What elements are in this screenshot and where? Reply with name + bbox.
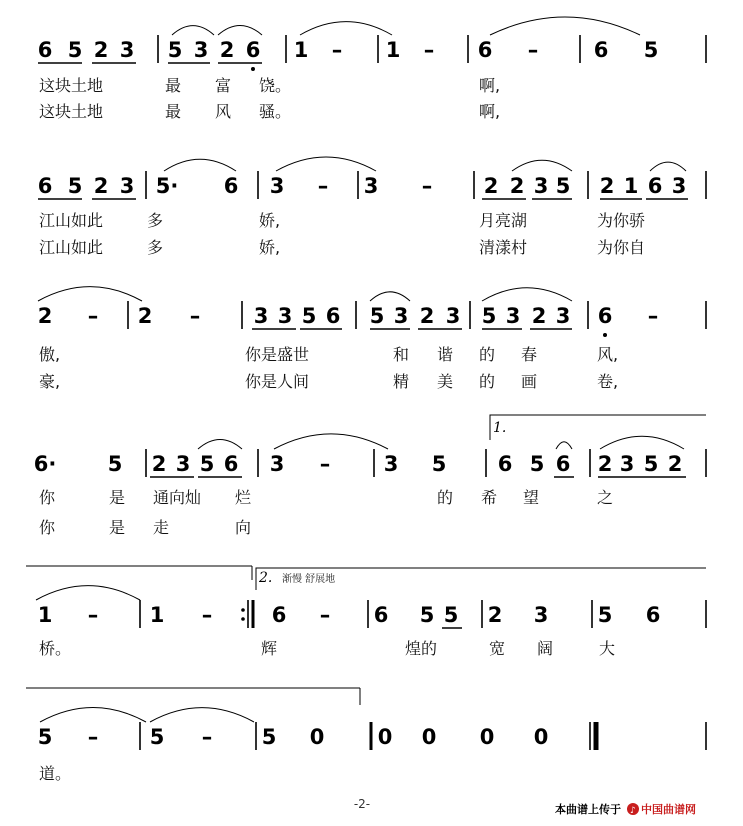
note: – [331, 38, 343, 62]
note: 5 [67, 174, 83, 198]
volta-2-label: 2. [259, 570, 273, 586]
slur [38, 287, 142, 301]
lyric: 啊, [479, 102, 501, 121]
note: – [647, 304, 659, 328]
lyric: 辉 [261, 639, 278, 658]
note: – [87, 304, 99, 328]
note: 0 [533, 725, 549, 749]
note: 3 [445, 304, 461, 328]
svg-text:♪: ♪ [630, 806, 636, 816]
slur [370, 292, 410, 301]
lyric: 画 [521, 372, 538, 391]
note: 6 [37, 38, 53, 62]
note: 5 [261, 725, 277, 749]
tempo-direction: 渐慢 舒展地 [282, 574, 336, 585]
note: 3 [253, 304, 269, 328]
notes-layer [34, 38, 687, 749]
note: – [319, 452, 331, 476]
note: 2 [37, 304, 53, 328]
note: – [527, 38, 539, 62]
note: 5 [149, 725, 165, 749]
octave-dot [251, 67, 255, 71]
note: – [421, 174, 433, 198]
lyric: 你是盛世 [245, 345, 310, 364]
note: 5 [107, 452, 123, 476]
note: 2 [151, 452, 167, 476]
page-number: -2- [353, 797, 371, 811]
slur [600, 436, 684, 449]
slur [300, 22, 392, 35]
lyric: 傲, [39, 345, 61, 364]
note: – [423, 38, 435, 62]
note: 2 [509, 174, 525, 198]
note: 2 [93, 174, 109, 198]
note: 6 [555, 452, 571, 476]
note: 6 [497, 452, 513, 476]
note: 3 [193, 38, 209, 62]
note: 6 [647, 174, 663, 198]
lyric: 望 [523, 488, 540, 507]
lyric: 的 [437, 488, 454, 507]
note: 5 [597, 603, 613, 627]
note: 2 [597, 452, 613, 476]
lyric: 多 [147, 211, 164, 230]
note: 5· [155, 174, 179, 198]
lyric: 江山如此 [39, 211, 104, 230]
note: 2 [93, 38, 109, 62]
note: 1 [385, 38, 401, 62]
note: 2 [667, 452, 683, 476]
slur [40, 708, 146, 722]
lyric: 你 [39, 518, 56, 537]
lyric: 最 [165, 102, 182, 121]
note: 2 [419, 304, 435, 328]
lyric: 豪, [39, 372, 61, 391]
note: 2 [219, 38, 235, 62]
note: 3 [175, 452, 191, 476]
octave-dot [603, 333, 607, 337]
lyric: 风 [215, 102, 232, 121]
slur [274, 434, 388, 449]
note: 0 [309, 725, 325, 749]
lyric: 桥。 [39, 639, 72, 658]
slur [490, 17, 640, 35]
lyric: 骚。 [259, 102, 292, 121]
note: 5 [67, 38, 83, 62]
note: – [189, 304, 201, 328]
lyric: 月亮湖 [479, 211, 528, 230]
site-logo-text: 中国曲谱网 [641, 803, 696, 816]
lyric: 之 [597, 488, 614, 507]
lyric: 风, [597, 345, 619, 364]
lyric: 道。 [39, 764, 72, 783]
slur [650, 162, 686, 171]
note: 6 [325, 304, 341, 328]
lyric: 多 [147, 238, 164, 257]
lyric: 希 [481, 488, 498, 507]
lyric: 通向灿 [153, 488, 202, 507]
lyric: 美 [437, 372, 454, 391]
note: 5 [643, 452, 659, 476]
lyric: 烂 [235, 488, 252, 507]
slur [172, 26, 214, 35]
volta-1-bracket [490, 415, 706, 440]
note: 3 [505, 304, 521, 328]
note: 3 [671, 174, 687, 198]
note: 2 [531, 304, 547, 328]
repeat-dot [241, 608, 245, 612]
slur [150, 708, 254, 722]
note: 3 [533, 174, 549, 198]
note: 5 [431, 452, 447, 476]
note: 3 [119, 174, 135, 198]
slur [556, 442, 572, 449]
note: 3 [533, 603, 549, 627]
slur [36, 586, 140, 600]
lyric: 这块土地 [39, 76, 104, 95]
note: 0 [421, 725, 437, 749]
lyric: 春 [521, 345, 538, 364]
slurs-layer [33, 17, 686, 722]
note: 5 [481, 304, 497, 328]
slur [482, 288, 572, 301]
note: 2 [487, 603, 503, 627]
note: 3 [269, 174, 285, 198]
slur [164, 159, 236, 171]
repeat-dot [241, 617, 245, 621]
lyric: 娇, [259, 238, 281, 257]
lyric: 是 [109, 518, 126, 537]
lyric: 走 [153, 518, 170, 537]
note: 0 [479, 725, 495, 749]
note: 5 [167, 38, 183, 62]
note: 5 [419, 603, 435, 627]
note: 5 [369, 304, 385, 328]
note: 6 [223, 174, 239, 198]
note: 5 [529, 452, 545, 476]
lyric: 啊, [479, 76, 501, 95]
note: 1 [37, 603, 53, 627]
lyric: 为你自 [597, 238, 646, 257]
lyric: 富 [215, 76, 232, 95]
lyric: 精 [393, 372, 410, 391]
lyric: 为你骄 [597, 211, 646, 230]
lyric: 江山如此 [39, 238, 104, 257]
note: 3 [393, 304, 409, 328]
note: – [319, 603, 331, 627]
lyric: 煌的 [405, 639, 438, 658]
slur [512, 160, 572, 171]
credit-text: 本曲谱上传于 [555, 803, 621, 816]
note: 6 [373, 603, 389, 627]
lyric: 最 [165, 76, 182, 95]
lyric: 的 [479, 372, 496, 391]
note: – [201, 603, 213, 627]
note: 6 [593, 38, 609, 62]
lyric: 宽 [489, 639, 506, 658]
note: 3 [277, 304, 293, 328]
note: 6 [37, 174, 53, 198]
note: 5 [443, 603, 459, 627]
note: 5 [199, 452, 215, 476]
lyric: 谐 [437, 345, 454, 364]
note: 3 [383, 452, 399, 476]
lyric: 清漾村 [479, 238, 528, 257]
note: 6 [645, 603, 661, 627]
note: – [87, 725, 99, 749]
note: 6 [477, 38, 493, 62]
lyric: 你 [39, 488, 56, 507]
note: 2 [599, 174, 615, 198]
note: 3 [555, 304, 571, 328]
note: 1 [623, 174, 639, 198]
note: 5 [555, 174, 571, 198]
note: – [317, 174, 329, 198]
lyric: 大 [599, 639, 616, 658]
volta-1-label: 1. [493, 420, 507, 436]
note: – [201, 725, 213, 749]
note: 3 [619, 452, 635, 476]
slur [198, 439, 242, 449]
note: 5 [643, 38, 659, 62]
slur [218, 25, 262, 35]
note: 5 [301, 304, 317, 328]
note: 6 [597, 304, 613, 328]
lyric: 是 [109, 488, 126, 507]
note: 3 [269, 452, 285, 476]
site-logo-icon [627, 803, 639, 816]
note: 1 [149, 603, 165, 627]
note: 0 [377, 725, 393, 749]
note: 6 [245, 38, 261, 62]
note: 6 [271, 603, 287, 627]
note: 2 [483, 174, 499, 198]
lyric: 的 [479, 345, 496, 364]
note: 2 [137, 304, 153, 328]
lyric: 卷, [597, 372, 619, 391]
note: 3 [119, 38, 135, 62]
note: 3 [363, 174, 379, 198]
lyric: 向 [235, 518, 252, 537]
lyric: 阔 [537, 639, 554, 658]
lyric: 你是人间 [245, 372, 310, 391]
note: – [87, 603, 99, 627]
note: 1 [293, 38, 309, 62]
note: 6· [33, 452, 57, 476]
slur [276, 157, 376, 171]
note: 5 [37, 725, 53, 749]
site-credit [555, 802, 696, 816]
lyric: 饶。 [259, 76, 292, 95]
lyric: 这块土地 [39, 102, 104, 121]
note: 6 [223, 452, 239, 476]
lyric: 和 [393, 345, 410, 364]
lyric: 娇, [259, 211, 281, 230]
